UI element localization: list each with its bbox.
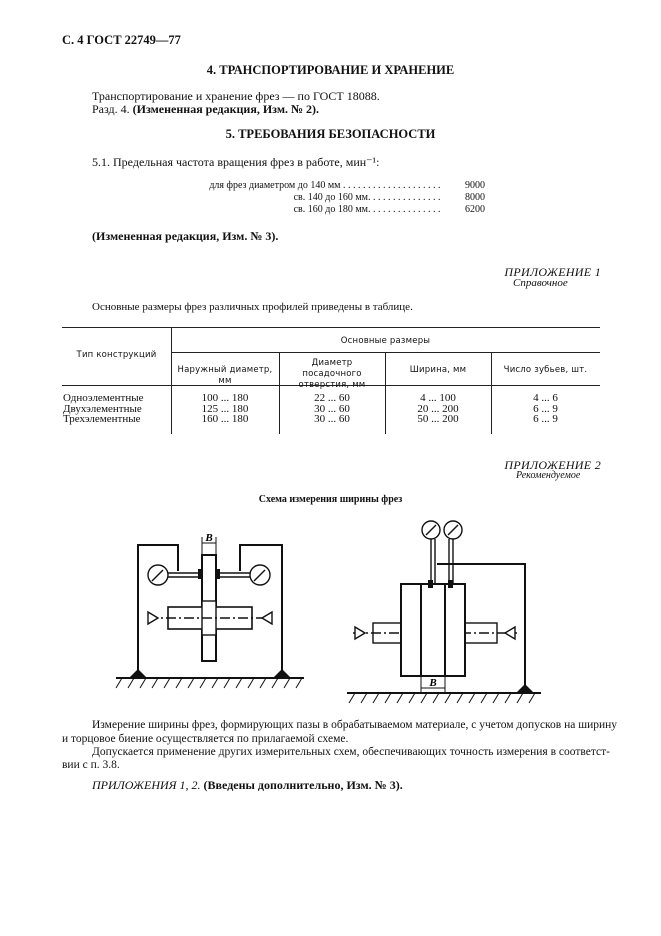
left-measurement-scheme: [110, 525, 310, 700]
section-4-edit-prefix: Разд. 4.: [92, 102, 130, 116]
scheme-title: Схема измерения ширины фрез: [258, 494, 403, 505]
table-types: [63, 393, 144, 425]
section-5-item: 5.1. Предельная частота вращения фрез в работе, мин⁻¹:: [92, 155, 380, 169]
appendix-2-text-1-line-1: Измерение ширины фрез, формирующих пазы в обрабатываемом материале, с учетом допусков на ширину: [92, 719, 618, 731]
table-cell: 50 ... 200: [417, 413, 459, 425]
table-header-group: Основные размеры: [340, 336, 431, 346]
table-header-bore-diameter: Диаметр посадочного отверстия, мм: [298, 358, 366, 390]
rpm-row-label: для фрез диаметром до 140 мм . . . . . . . . . . . . . . . . . . . .: [209, 180, 441, 191]
section-5-title: 5. ТРЕБОВАНИЯ БЕЗОПАСНОСТИ: [225, 127, 436, 141]
table-col-outer-diameter: [171, 393, 279, 425]
table-col-width: [385, 393, 491, 425]
table-col-teeth: [491, 393, 600, 425]
appendix-1-subtitle: Справочное: [513, 277, 568, 289]
table-row-type: Двухэлементные: [63, 402, 142, 415]
left-dim-label: B: [205, 532, 213, 544]
rpm-row-1: [209, 180, 485, 191]
appendix-1-intro: Основные размеры фрез различных профилей приведены в таблице.: [92, 301, 413, 313]
table-cell: 6 ... 9: [533, 413, 558, 425]
appendix-2-text-2-line-2: вии с п. 3.8.: [62, 759, 120, 771]
right-dim-label: B: [429, 677, 437, 689]
section-4-title: 4. ТРАНСПОРТИРОВАНИЕ И ХРАНЕНИЕ: [206, 63, 455, 77]
table-cell: 20 ... 200: [417, 402, 459, 415]
rpm-row-2: [294, 192, 485, 203]
footer-note-appendices: ПРИЛОЖЕНИЯ 1, 2.: [92, 778, 201, 792]
section-5-edit-note: (Измененная редакция, Изм. № 3).: [92, 229, 279, 243]
page-header: С. 4 ГОСТ 22749—77: [62, 33, 181, 47]
table-top-border: [62, 327, 600, 328]
rpm-row-3: [294, 204, 485, 215]
footer-note-edit: (Введены дополнительно, Изм. № 3).: [203, 778, 403, 792]
table-row-type: Трехэлементные: [63, 413, 141, 425]
appendix-2-text-1-line-2: и торцовое биение осуществляется по прилагаемой схеме.: [62, 733, 349, 745]
appendix-1-title: ПРИЛОЖЕНИЕ 1: [504, 265, 601, 279]
rpm-row-label: св. 160 до 180 мм. . . . . . . . . . . . . . .: [293, 204, 441, 215]
table-cell: 4 ... 100: [420, 392, 456, 404]
section-4-edit: [92, 102, 319, 117]
table-header-type: Тип конструкций: [76, 350, 157, 360]
appendix-2-title: ПРИЛОЖЕНИЕ 2: [504, 458, 601, 472]
table-header-outer-diameter: Наружный диаметр, мм: [177, 365, 273, 386]
footer-note: [92, 778, 403, 793]
table-row-type: Одноэлементные: [63, 392, 144, 404]
rpm-list: [180, 180, 485, 220]
rpm-row-label: св. 140 до 160 мм. . . . . . . . . . . . . . .: [293, 192, 441, 203]
table-cell: 30 ... 60: [314, 402, 350, 415]
section-4-edit-note: (Измененная редакция, Изм. № 2).: [132, 102, 320, 116]
appendix-2-subtitle: Рекомендуемое: [516, 470, 581, 481]
rpm-row-value: 6200: [465, 204, 485, 215]
section-4-text: Транспортирование и хранение фрез — по ГОСТ 18088.: [92, 89, 380, 103]
right-measurement-scheme: [345, 512, 555, 704]
rpm-row-value: 9000: [465, 180, 485, 191]
table-cell: 6 ... 9: [533, 402, 558, 415]
table-col-bore-diameter: [279, 393, 385, 425]
table-cell: 30 ... 60: [314, 413, 350, 425]
table-header-width: Ширина, мм: [409, 365, 467, 375]
table-cell: 125 ... 180: [201, 402, 249, 415]
table-cell: 22 ... 60: [314, 392, 350, 404]
table-header-teeth: Число зубьев, шт.: [503, 365, 588, 375]
table-cell: 160 ... 180: [201, 413, 249, 425]
rpm-row-value: 8000: [465, 192, 485, 203]
appendix-2-text-2-line-1: Допускается применение других измерительных схем, обеспечивающих точность измерения в соответст-: [92, 746, 610, 758]
table-cell: 4 ... 6: [533, 392, 558, 404]
table-cell: 100 ... 180: [201, 392, 249, 404]
